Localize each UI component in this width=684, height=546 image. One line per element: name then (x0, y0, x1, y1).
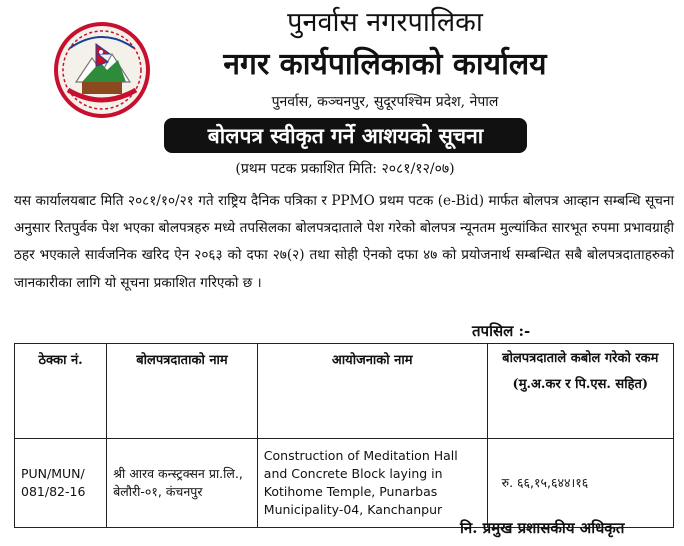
table-header-row (15, 344, 674, 439)
header-contract-no: ठेक्का नं. (15, 344, 107, 439)
cell-contract-no: PUN/MUN/ 081/82-16 (15, 439, 107, 528)
notice-title: बोलपत्र स्वीकृत गर्ने आशयको सूचना (164, 118, 527, 153)
table-row (15, 439, 674, 528)
header-project: आयोजनाको नाम (257, 344, 487, 439)
cell-amount: रु. ६६,१५,६४४।१६ (487, 439, 673, 528)
publication-date: (प्रथम पटक प्रकाशित मिति: २०८१/१२/०७) (235, 161, 455, 177)
cell-project: Construction of Meditation Hall and Concrete Block laying in Kotihome Temple, Punarbas Municipality-04, Kanchanpur (257, 439, 487, 528)
municipality-name: पुनर्वास नगरपालिका (287, 7, 483, 38)
header-amount: बोलपत्रदाताले कबोल गरेको रकम (मु.अ.कर र पि.एस. सहित) (487, 344, 673, 439)
office-name: नगर कार्यपालिकाको कार्यालय (223, 47, 547, 82)
header-bidder: बोलपत्रदाताको नाम (107, 344, 258, 439)
schedule-label: तपसिल :- (472, 322, 531, 340)
cell-bidder: श्री आरव कन्स्ट्रक्सन प्रा.लि., बेलौरी-०१, कंचनपुर (107, 439, 258, 528)
nepal-government-emblem (52, 20, 152, 120)
signatory: नि. प्रमुख प्रशासकीय अधिकृत (460, 519, 625, 537)
bid-table (14, 343, 674, 528)
office-address: पुनर्वास, कञ्चनपुर, सुदूरपश्चिम प्रदेश, नेपाल (271, 94, 499, 110)
notice-body: यस कार्यालयबाट मिति २०८१/१०/२१ गते राष्ट्रिय दैनिक पत्रिका र PPMO प्रथम पटक (e-Bid) मार्फत बोलपत्र आव्हान सम्बन्धि सूचना अनुसार रितपुर्वक पेश भएका बोलपत्रहरु मध्ये तपसिलका बोलपत्रदाताले पेश गरेको बोलपत्र न्यूनतम मुल्यांकित सारभूत रुपमा प्रभावग्राही ठहर भएकाले सार्वजनिक खरिद ऐन २०६३ को दफा २७(२) तथा सोही ऐनको दफा ४७ को प्रयोजनार्थ सम्बन्धित सबै बोलपत्रदाताहरुको जानकारीका लागि यो सूचना प्रकाशित गरिएको छ । (14, 193, 674, 291)
